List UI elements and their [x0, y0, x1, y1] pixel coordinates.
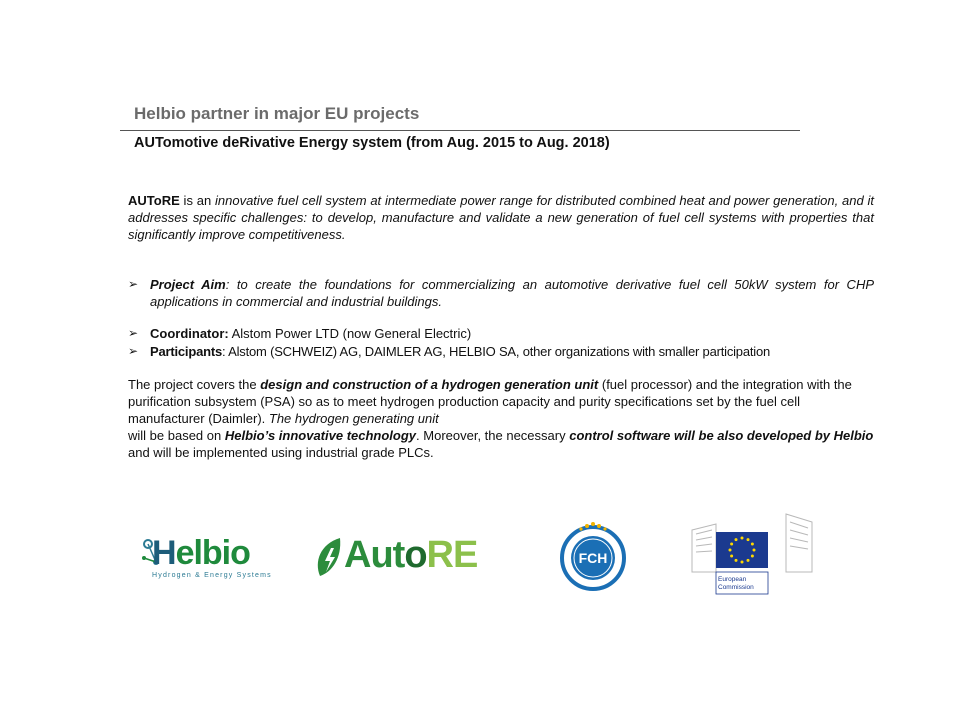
project-acronym: AUToRE [128, 193, 180, 208]
autore-logo [314, 534, 504, 580]
bullet-arrow-icon: ➢ [128, 344, 139, 358]
helbio-rest: elbio [175, 534, 250, 572]
project-description [128, 376, 876, 461]
participants-label: Participants [150, 344, 223, 359]
eu-line1: European [718, 576, 747, 583]
bullet-arrow-icon: ➢ [128, 326, 139, 340]
autore-o: o [404, 534, 427, 576]
bullet-participants [128, 343, 888, 360]
eu-star [741, 537, 744, 540]
eu-star [747, 538, 750, 541]
autore-aut: Aut [344, 534, 405, 576]
eu-star [753, 549, 756, 552]
coordinator-label: Coordinator: [150, 326, 229, 341]
eu-star [735, 538, 738, 541]
bullet-arrow-icon: ➢ [128, 277, 139, 291]
eu-star [730, 555, 733, 558]
leaf-bolt-icon [314, 536, 344, 580]
project-italic: The hydrogen generating unit [268, 411, 439, 426]
project-text: (fuel processor) and the integration with the purification subsystem (PSA) so as to meet hydrogen production capacity and purity specifications set by the fuel cell manufacturer (Daimler). [128, 377, 852, 426]
slide-subtitle: AUTomotive deRivative Energy system (from Aug. 2015 to Aug. 2018) [134, 135, 610, 151]
eu-star [747, 559, 750, 562]
helbio-h: H [152, 534, 176, 572]
project-emphasis: Helbio’s innovative technology [224, 428, 417, 443]
autore-re: RE [426, 534, 478, 576]
intro-italic-text: innovative fuel cell system at intermediate power range for distributed combined heat and power generation, and it addresses specific challenges: to develop, manufacture and validate a new generation of fuel cell systems with properties that significantly improve competitiveness. [128, 193, 874, 242]
european-commission-logo [690, 510, 816, 596]
intro-paragraph [128, 192, 874, 243]
helbio-tagline: Hydrogen & Energy Systems [152, 572, 272, 579]
project-text: The project covers the [128, 377, 261, 392]
fch-emblem-icon [553, 518, 633, 594]
eu-star [729, 549, 732, 552]
eu-star [751, 543, 754, 546]
project-emphasis: control software will be also developed by Helbio [569, 428, 874, 443]
autore-wordmark [344, 534, 477, 577]
project-text: will be based on [128, 428, 225, 443]
helbio-wordmark [152, 534, 250, 573]
eu-star [735, 559, 738, 562]
aim-text: : to create the foundations for commercializing an automotive derivative fuel cell 50kW system for CHP applications in commercial and industrial buildings. [150, 277, 875, 309]
fch-text: FCH [578, 550, 608, 566]
project-text: . Moreover, the necessary [416, 428, 570, 443]
participants-text: : Alstom (SCHWEIZ) AG, DAIMLER AG, HELBIO SA, other organizations with smaller participation [222, 344, 771, 359]
eu-star [741, 561, 744, 564]
bullet-coordinator [128, 325, 874, 342]
eu-line2: Commission [718, 584, 754, 591]
title-divider [120, 130, 800, 131]
helbio-logo [140, 532, 280, 584]
coordinator-text: Alstom Power LTD (now General Electric) [228, 326, 472, 341]
aim-label: Project Aim [150, 277, 226, 292]
fch-ju-logo [553, 518, 633, 594]
slide-title: Helbio partner in major EU projects [134, 104, 420, 123]
bullet-aim-text [150, 276, 874, 310]
project-emphasis: design and construction of a hydrogen generation unit [260, 377, 599, 392]
eu-star [730, 543, 733, 546]
bullet-project-aim [128, 276, 874, 310]
project-text: and will be implemented using industrial grade PLCs. [128, 445, 434, 460]
intro-text: is an [179, 193, 215, 208]
eu-commission-icon [690, 510, 816, 596]
eu-star [751, 555, 754, 558]
